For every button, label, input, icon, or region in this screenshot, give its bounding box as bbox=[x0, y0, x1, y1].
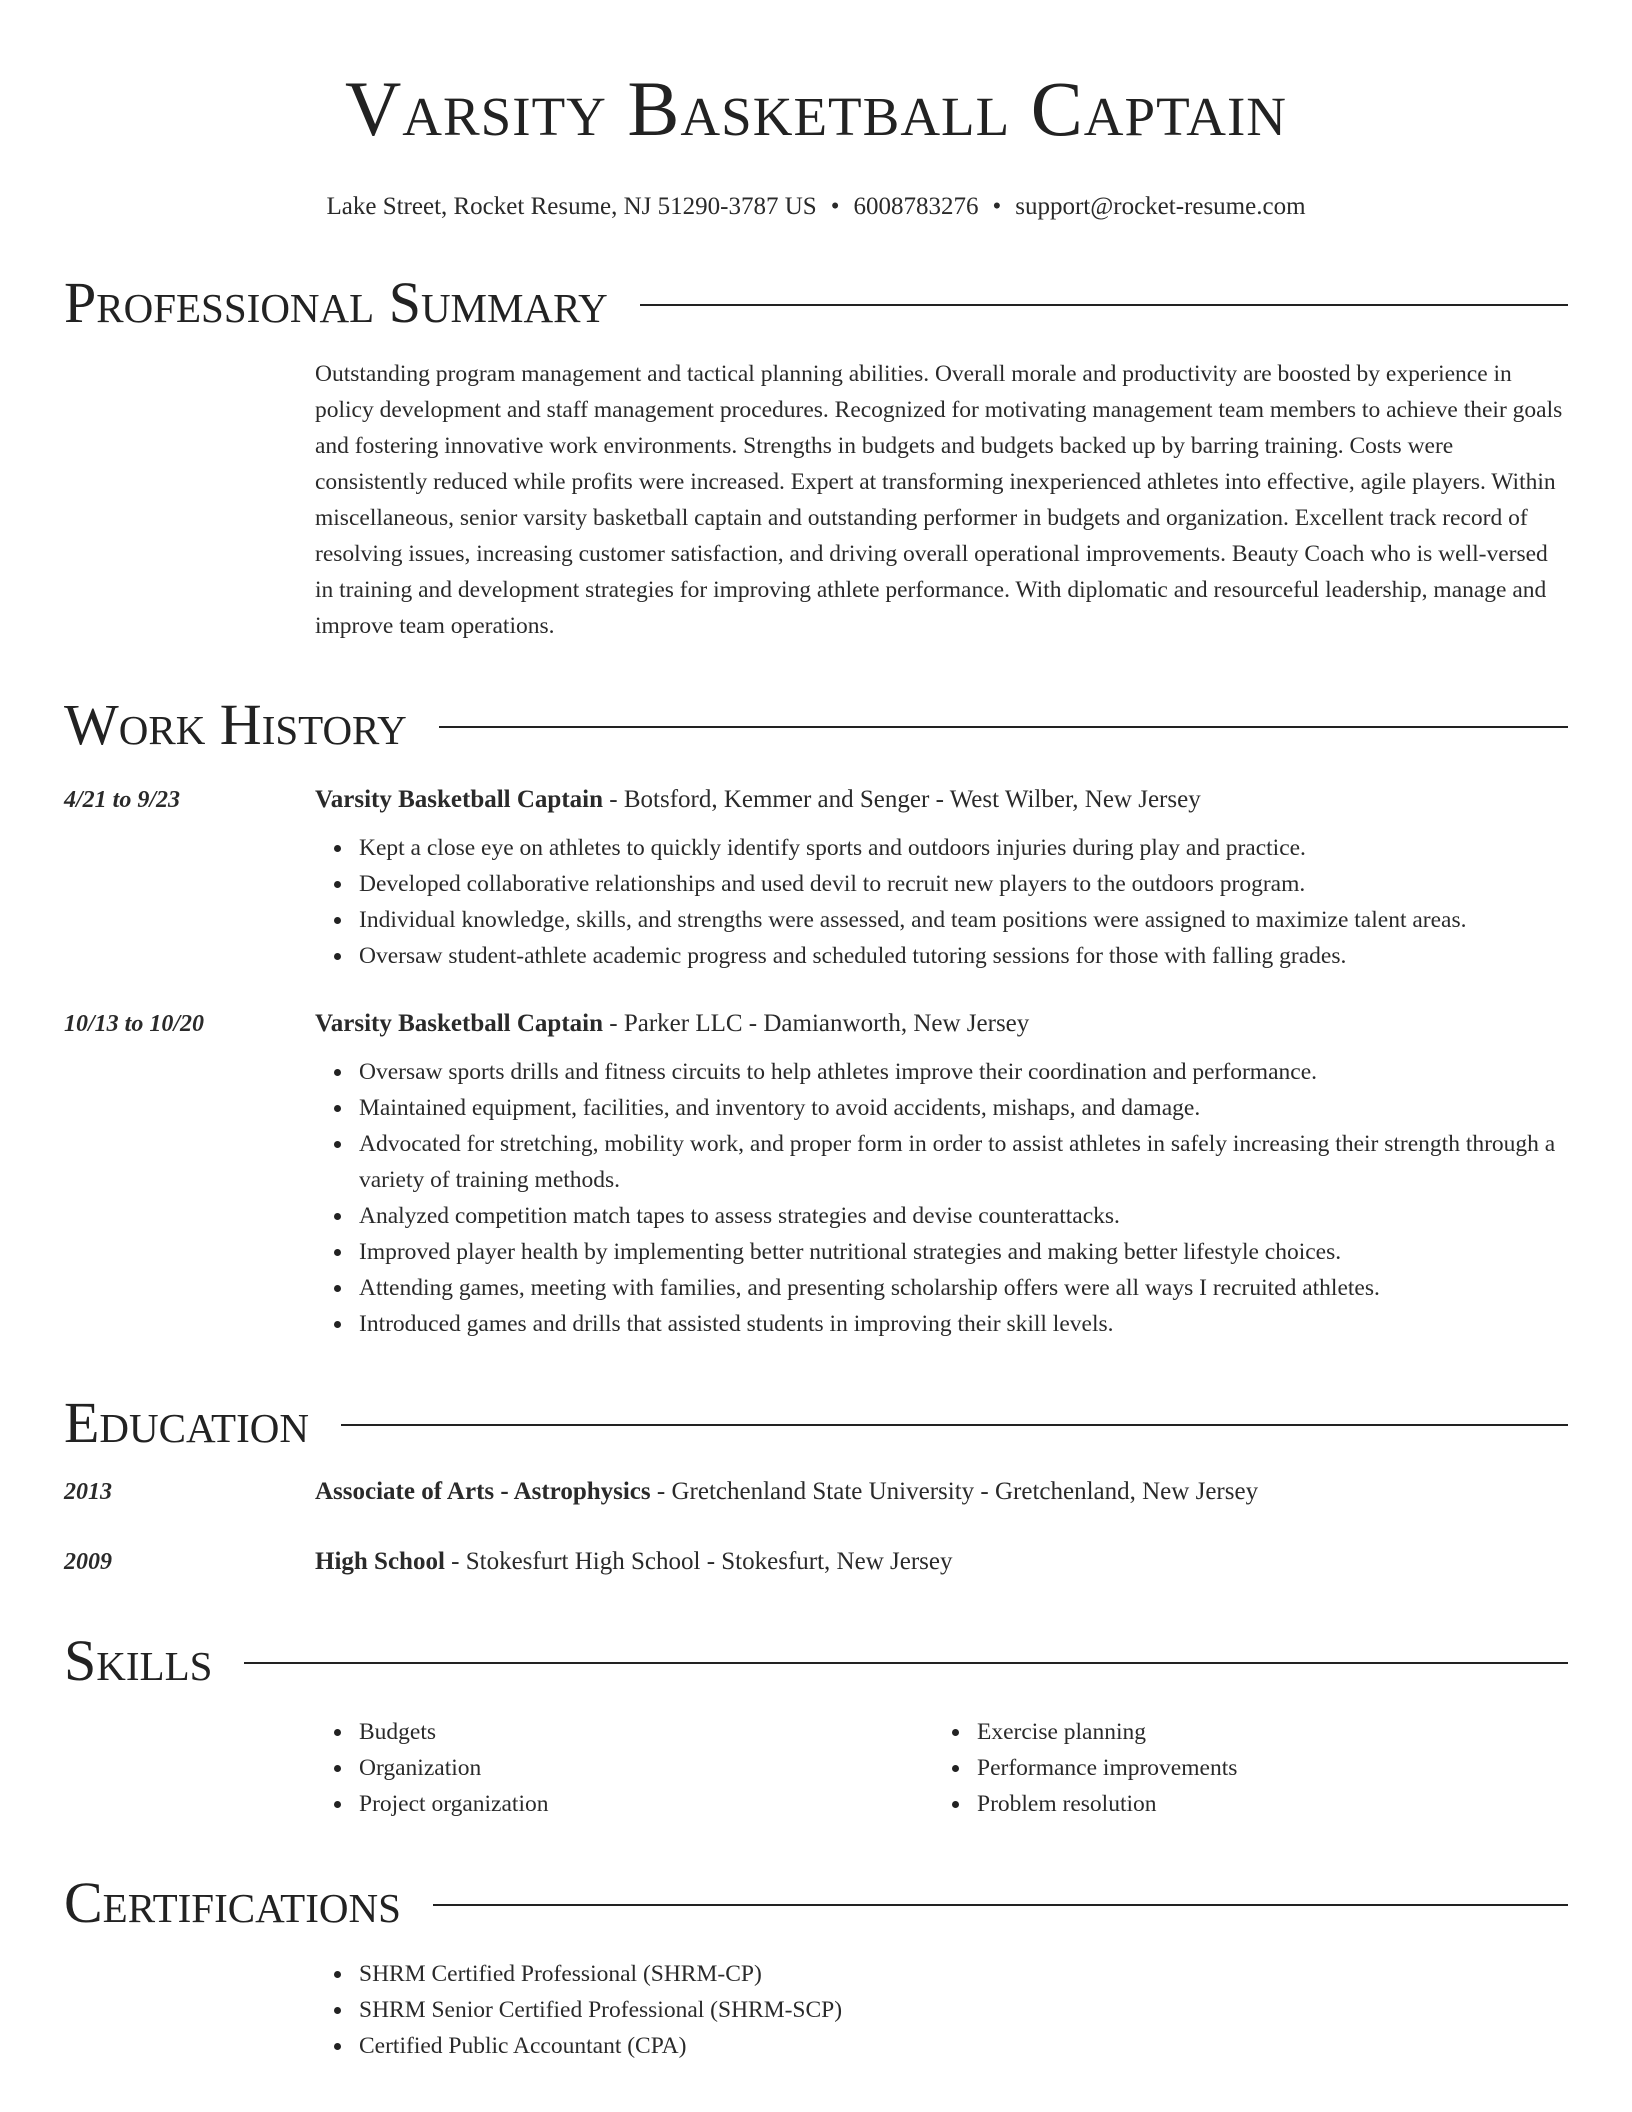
skill-item: Performance improvements bbox=[977, 1750, 1551, 1786]
skill-item: Problem resolution bbox=[977, 1786, 1551, 1822]
job-entry bbox=[64, 1006, 1568, 1342]
education-entry bbox=[64, 1474, 1568, 1510]
job-title: Varsity Basketball Captain bbox=[315, 1010, 604, 1037]
skills-section-header bbox=[64, 1630, 1568, 1692]
job-bullet: Oversaw sports drills and fitness circuits to help athletes improve their coordination and performance. bbox=[359, 1054, 1568, 1090]
education-year: 2013 bbox=[64, 1479, 112, 1505]
job-dates: 10/13 to 10/20 bbox=[64, 1011, 205, 1037]
education-details: - Stokesfurt High School - Stokesfurt, New Jersey bbox=[444, 1548, 953, 1575]
job-details: - Botsford, Kemmer and Senger - West Wilber, New Jersey bbox=[603, 786, 1201, 813]
contact-separator: • bbox=[830, 193, 840, 220]
contact-separator: • bbox=[992, 193, 1002, 220]
job-bullets bbox=[315, 830, 1568, 974]
education-heading: Education bbox=[64, 1390, 309, 1455]
work-heading: Work History bbox=[64, 692, 407, 757]
contact-line bbox=[64, 192, 1568, 222]
summary-heading: Professional Summary bbox=[64, 270, 608, 335]
education-degree: Associate of Arts - Astrophysics bbox=[315, 1478, 651, 1505]
skill-item: Organization bbox=[359, 1750, 933, 1786]
work-section-header bbox=[64, 694, 1568, 756]
certification-item: SHRM Senior Certified Professional (SHRM-SCP) bbox=[359, 1992, 1568, 2028]
job-bullet: Oversaw student-athlete academic progress and scheduled tutoring sessions for those with falling grades. bbox=[359, 938, 1568, 974]
certifications-section-header bbox=[64, 1872, 1568, 1934]
skills-column-right bbox=[933, 1714, 1551, 1822]
section-divider bbox=[439, 726, 1568, 728]
job-bullet: Maintained equipment, facilities, and inventory to avoid accidents, mishaps, and damage. bbox=[359, 1090, 1568, 1126]
education-details: - Gretchenland State University - Gretchenland, New Jersey bbox=[650, 1478, 1259, 1505]
certifications-heading: Certifications bbox=[64, 1870, 401, 1935]
job-bullet: Advocated for stretching, mobility work, and proper form in order to assist athletes in safely increasing their strength through a variety of training methods. bbox=[359, 1126, 1568, 1198]
contact-address: Lake Street, Rocket Resume, NJ 51290-3787 US bbox=[326, 193, 817, 220]
certifications-list bbox=[315, 1956, 1568, 2064]
job-bullets bbox=[315, 1054, 1568, 1342]
job-dates: 4/21 to 9/23 bbox=[64, 787, 181, 813]
summary-text: Outstanding program management and tactical planning abilities. Overall morale and productivity are boosted by experience in policy development and staff management procedures. Recognized for motivating management team members to achieve their goals and fostering innovative work environments. Strengths in budgets and budgets backed up by barring training. Costs were consistently reduced while profits were increased. Expert at transforming inexperienced athletes into effective, agile players. Within miscellaneous, senior varsity basketball captain and outstanding performer in budgets and organization. Excellent track record of resolving issues, increasing customer satisfaction, and driving overall operational improvements. Beauty Coach who is well-versed in training and development strategies for improving athlete performance. With diplomatic and resourceful leadership, manage and improve team operations. bbox=[315, 361, 1563, 639]
education-line bbox=[315, 1474, 1258, 1510]
skills-column-left bbox=[315, 1714, 933, 1822]
education-degree: High School bbox=[315, 1548, 445, 1575]
section-divider bbox=[640, 304, 1568, 306]
contact-email: support@rocket-resume.com bbox=[1015, 193, 1306, 220]
contact-phone: 6008783276 bbox=[853, 193, 979, 220]
skills-heading: Skills bbox=[64, 1628, 213, 1693]
education-year: 2009 bbox=[64, 1549, 112, 1575]
certification-bullets bbox=[315, 1956, 1568, 2064]
certification-item: Certified Public Accountant (CPA) bbox=[359, 2028, 1568, 2064]
skill-item: Exercise planning bbox=[977, 1714, 1551, 1750]
section-divider bbox=[341, 1424, 1568, 1426]
job-bullet: Analyzed competition match tapes to assess strategies and devise counterattacks. bbox=[359, 1198, 1568, 1234]
education-section-header bbox=[64, 1392, 1568, 1454]
job-bullet: Individual knowledge, skills, and strengths were assessed, and team positions were assigned to maximize talent areas. bbox=[359, 902, 1568, 938]
section-divider bbox=[244, 1662, 1568, 1664]
job-entry bbox=[64, 782, 1568, 974]
job-title-line bbox=[315, 782, 1201, 818]
job-bullet: Developed collaborative relationships and used devil to recruit new players to the outdoors program. bbox=[359, 866, 1568, 902]
job-bullet: Improved player health by implementing better nutritional strategies and making better lifestyle choices. bbox=[359, 1234, 1568, 1270]
job-bullet: Introduced games and drills that assisted students in improving their skill levels. bbox=[359, 1306, 1568, 1342]
education-entry bbox=[64, 1544, 1568, 1580]
job-bullet: Kept a close eye on athletes to quickly identify sports and outdoors injuries during play and practice. bbox=[359, 830, 1568, 866]
summary-section-header bbox=[64, 272, 1568, 334]
resume-page bbox=[64, 0, 1568, 2064]
job-title: Varsity Basketball Captain bbox=[315, 786, 604, 813]
certification-item: SHRM Certified Professional (SHRM-CP) bbox=[359, 1956, 1568, 1992]
job-details: - Parker LLC - Damianworth, New Jersey bbox=[603, 1010, 1030, 1037]
education-line bbox=[315, 1544, 952, 1580]
skill-item: Budgets bbox=[359, 1714, 933, 1750]
skill-item: Project organization bbox=[359, 1786, 933, 1822]
job-title-line bbox=[315, 1006, 1029, 1042]
skills-list bbox=[315, 1714, 1568, 1822]
resume-name: Varsity Basketball Captain bbox=[344, 65, 1288, 152]
job-bullet: Attending games, meeting with families, and presenting scholarship offers were all ways I recruited athletes. bbox=[359, 1270, 1568, 1306]
section-divider bbox=[433, 1904, 1568, 1906]
